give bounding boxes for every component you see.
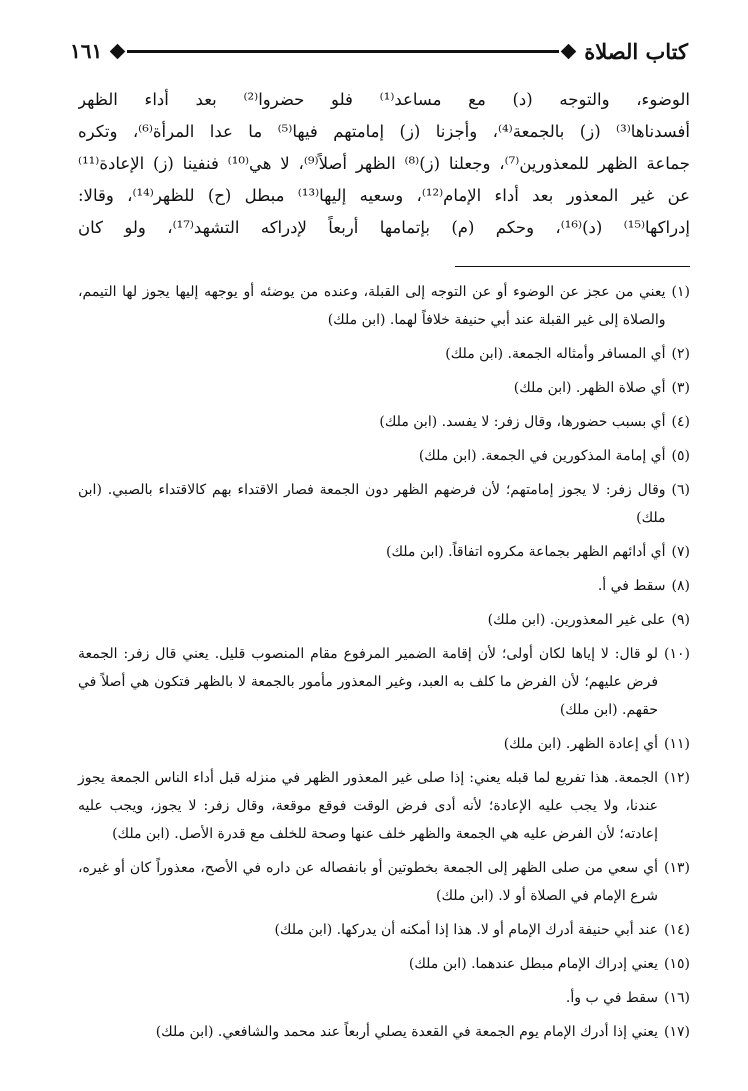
footnote-number: (٢) bbox=[671, 346, 690, 362]
page-header bbox=[70, 34, 688, 68]
footnote-text: أي إعادة الظهر. (ابن ملك) bbox=[503, 736, 659, 752]
footnote-text: أي سعي من صلى الظهر إلى الجمعة بخطوتين أو بانفصاله عن داره في الأصح، معذوراً كان أو غيره، شرع الإمام في الصلاة أو لا. (ابن ملك) bbox=[78, 860, 659, 904]
footnote bbox=[78, 730, 690, 758]
footnote-text: يعني إذا أدرك الإمام يوم الجمعة في القعدة يصلي أربعاً عند محمد والشافعي. (ابن ملك) bbox=[155, 1024, 659, 1040]
footnote-number: (٩) bbox=[671, 612, 690, 628]
footnote bbox=[78, 278, 690, 334]
header-rule bbox=[127, 50, 559, 53]
footnote-number: (١٧) bbox=[664, 1024, 690, 1040]
footnote bbox=[78, 476, 690, 532]
footnote-text: يعني إدراك الإمام مبطل عندهما. (ابن ملك) bbox=[408, 956, 659, 972]
footnote bbox=[78, 916, 690, 944]
footnote bbox=[78, 854, 690, 910]
footnote-number: (٧) bbox=[671, 544, 690, 560]
footnote bbox=[78, 374, 690, 402]
footnote-text: عند أبي حنيفة أدرك الإمام أو لا. هذا إذا أمكنه أن يدركها. (ابن ملك) bbox=[274, 922, 659, 938]
footnote-text: وقال زفر: لا يجوز إمامتهم؛ لأن فرضهم الظهر دون الجمعة فصار الاقتداء بهم كالاقتداء بالصبي. (ابن ملك) bbox=[78, 482, 666, 526]
footnote-separator bbox=[455, 266, 690, 267]
footnote bbox=[78, 984, 690, 1012]
diamond-ornament-icon bbox=[561, 43, 577, 59]
footnote-number: (١٥) bbox=[664, 956, 690, 972]
footnote-text: لو قال: لا إياها لكان أولى؛ لأن إقامة الضمير المرفوع مقام المنصوب قليل. يعني قال زفر: الجمعة فرض عليهم؛ لأن الفرض ما كلف به العبد، وغير المعذور مأمور بالجمعة لا بالظهر فتكون هي أصلاً في حقهم. (ابن ملك) bbox=[78, 646, 659, 718]
footnote bbox=[78, 572, 690, 600]
footnote-text: أي إمامة المذكورين في الجمعة. (ابن ملك) bbox=[418, 448, 666, 464]
footnote bbox=[78, 764, 690, 848]
footnote bbox=[78, 408, 690, 436]
main-text-line: الوضوء، والتوجه (د) مع مساعد⁽¹⁾ فلو حضروا⁽²⁾ بعد أداء الظهر bbox=[78, 90, 690, 109]
main-text-line: عن غير المعذور بعد أداء الإمام⁽¹²⁾، وسعيه إليها⁽¹³⁾ مبطل (ح) للظهر⁽¹⁴⁾، وقالا: bbox=[78, 186, 690, 205]
footnote-number: (١٠) bbox=[664, 646, 690, 662]
footnote-number: (١٦) bbox=[664, 990, 690, 1006]
diamond-ornament-icon bbox=[110, 43, 126, 59]
footnote-text: أي المسافر وأمثاله الجمعة. (ابن ملك) bbox=[445, 346, 666, 362]
footnote-number: (١١) bbox=[664, 736, 690, 752]
footnote-number: (٥) bbox=[671, 448, 690, 464]
footnote-text: يعني من عجز عن الوضوء أو عن التوجه إلى القبلة، وعنده من يوضئه أو يوجهه إليها يجوز لها التيمم، والصلاة إلى غير القبلة عند أبي حنيفة خلافاً لهما. (ابن ملك) bbox=[78, 284, 666, 328]
footnote-text: أي بسبب حضورها، وقال زفر: لا يفسد. (ابن ملك) bbox=[379, 414, 666, 430]
footnote-number: (٨) bbox=[671, 578, 690, 594]
footnote-text: سقط في ب وأ. bbox=[565, 990, 659, 1006]
footnotes bbox=[78, 278, 690, 1052]
book-title: كتاب الصلاة bbox=[584, 38, 688, 64]
footnote bbox=[78, 1018, 690, 1046]
main-text-line: إدراكها⁽¹⁵⁾ (د)⁽¹⁶⁾، وحكم (م) بإتمامها أربعاً لإدراكه التشهد⁽¹⁷⁾، ولو كان bbox=[78, 218, 690, 237]
footnote-text: أي أدائهم الظهر بجماعة مكروه اتفاقاً. (ابن ملك) bbox=[385, 544, 666, 560]
main-text-line: جماعة الظهر للمعذورين⁽⁷⁾، وجعلنا (ز)⁽⁸⁾ الظهر أصلاً⁽⁹⁾، لا هي⁽¹⁰⁾ فنفينا (ز) الإعادة⁽¹¹⁾ bbox=[78, 154, 690, 173]
main-text-line: أفسدناها⁽³⁾ (ز) بالجمعة⁽⁴⁾، وأجزنا (ز) إمامتهم فيها⁽⁵⁾ ما عدا المرأة⁽⁶⁾، وتكره bbox=[78, 122, 690, 141]
page-number: ١٦١ bbox=[70, 39, 103, 63]
footnote bbox=[78, 950, 690, 978]
footnote-number: (٤) bbox=[671, 414, 690, 430]
footnote-number: (٦) bbox=[671, 482, 690, 498]
footnote bbox=[78, 606, 690, 634]
main-text bbox=[78, 84, 690, 244]
footnote-number: (٣) bbox=[671, 380, 690, 396]
footnote-number: (١٤) bbox=[664, 922, 690, 938]
footnote-number: (١٣) bbox=[664, 860, 690, 876]
footnote-text: أي صلاة الظهر. (ابن ملك) bbox=[513, 380, 666, 396]
footnote-text: سقط في أ. bbox=[597, 578, 666, 594]
footnote bbox=[78, 640, 690, 724]
footnote-number: (١٢) bbox=[664, 770, 690, 786]
footnote-number: (١) bbox=[671, 284, 690, 300]
footnote-text: الجمعة. هذا تفريع لما قبله يعني: إذا صلى غير المعذور الظهر في منزله قبل أداء الناس الجمعة يجوز عندنا، ولا يجب عليه الإعادة؛ لأنه أدى فرض الوقت فوقع موقعة، وقال زفر: لا يجوز، ويجب عليه إعادته؛ لأن الفرض عليه هي الجمعة والظهر خلف عنها وصحة للخلف مع قدرة الأصل. (ابن ملك) bbox=[78, 770, 659, 842]
footnote-text: على غير المعذورين. (ابن ملك) bbox=[487, 612, 666, 628]
footnote bbox=[78, 442, 690, 470]
footnote bbox=[78, 538, 690, 566]
footnote bbox=[78, 340, 690, 368]
